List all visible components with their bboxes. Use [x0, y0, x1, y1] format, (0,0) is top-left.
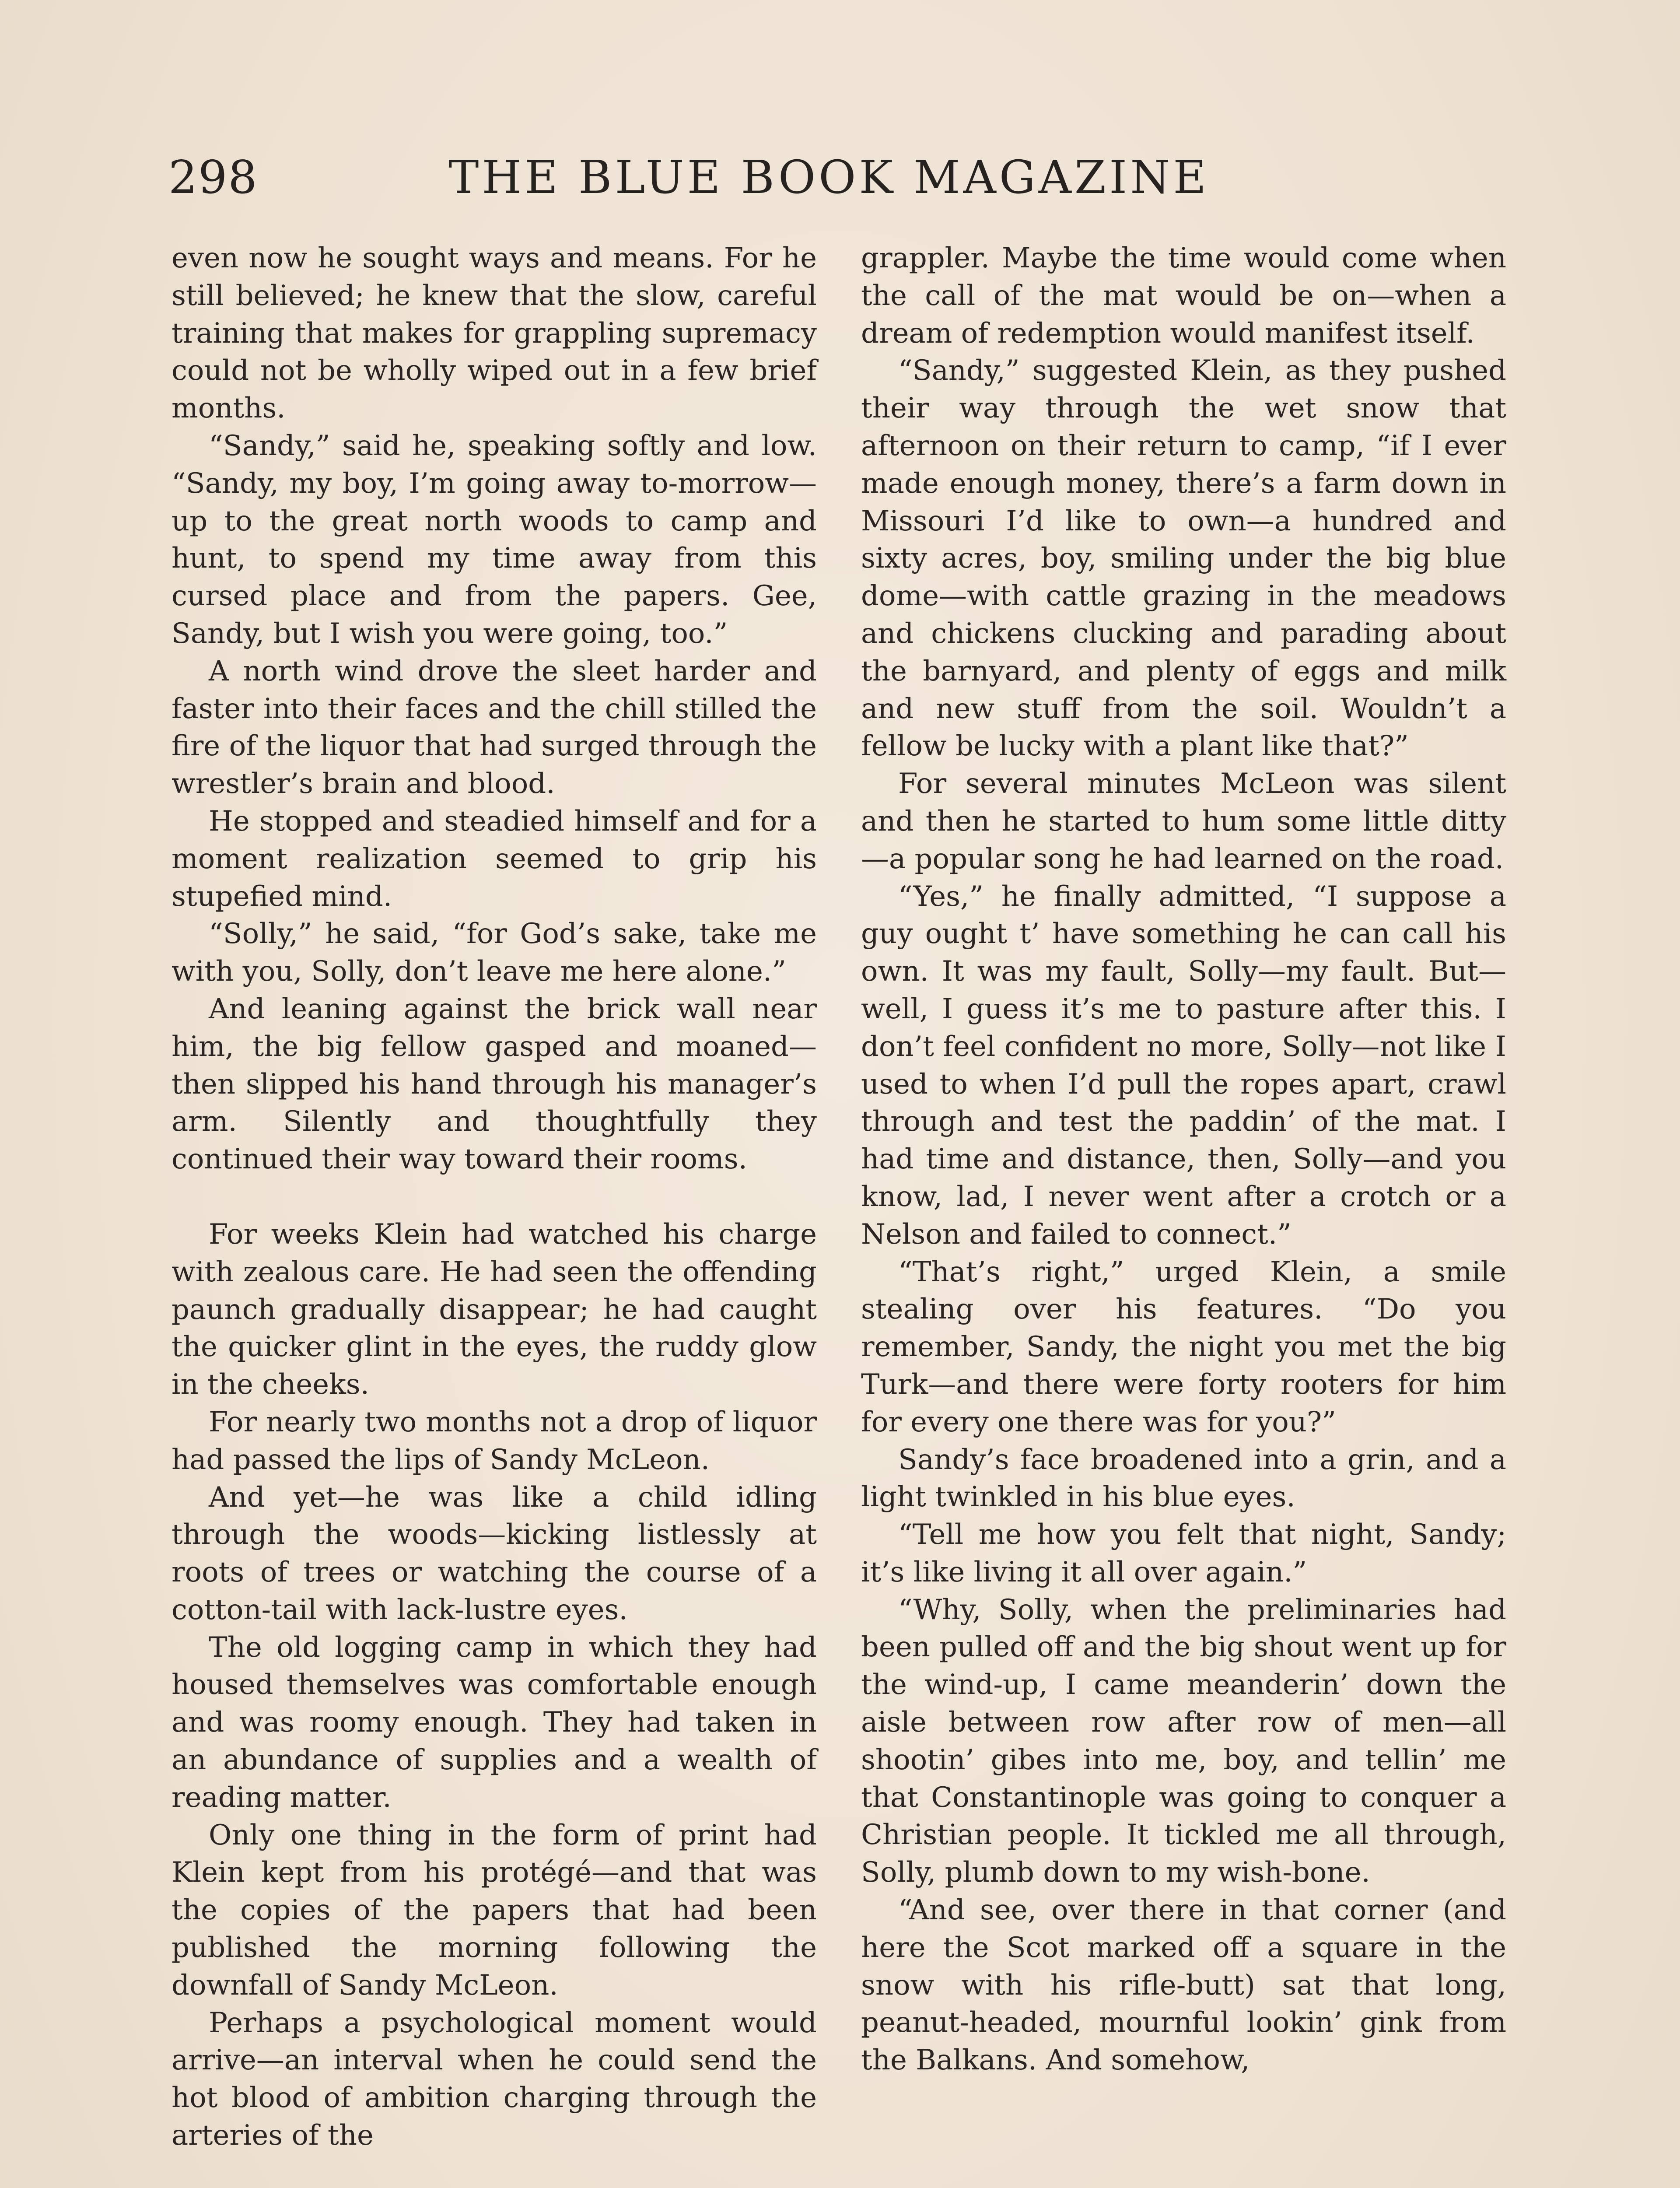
paragraph: For nearly two months not a drop of liquor had passed the lips of Sandy McLeon.: [172, 1406, 817, 1476]
paragraph: grappler. Maybe the time would come when the call of the mat would be on—when a dream of redemption would manifest itself.: [861, 242, 1506, 350]
paragraph: A north wind drove the sleet harder and faster into their faces and the chill stilled the fire of the liquor that had surged through the wrestler’s brain and blood.: [172, 655, 817, 800]
paragraph: And leaning against the brick wall near him, the big fellow gasped and moaned—then slipped his hand through his manager’s arm. Silently and thoughtfully they continued their way toward their rooms.: [172, 992, 817, 1176]
paragraph: “Sandy,” said he, speaking softly and low. “Sandy, my boy, I’m going away to-morrow—up to the great north woods to camp and hunt, to spend my time away from this cursed place and from the papers. Gee, Sandy, but I wish you were going, too.”: [172, 429, 817, 650]
paragraph: Sandy’s face broadened into a grin, and a light twinkled in his blue eyes.: [861, 1443, 1506, 1514]
page-header: [168, 144, 1512, 210]
paragraph: “Yes,” he finally admitted, “I suppose a guy ought t’ have something he can call his own. It was my fault, Solly—my fault. But—well, I guess it’s me to pasture after this. I don’t feel confident no more, Solly—not like I used to when I’d pull the ropes apart, crawl through and test the paddin’ of the mat. I had time and distance, then, Solly—and you know, lad, I never went after a crotch or a Nelson and failed to connect.”: [861, 880, 1506, 1251]
paragraph: For several minutes McLeon was silent and then he started to hum some little ditty—a popular song he had learned on the road.: [861, 768, 1506, 875]
paragraph: He stopped and steadied himself and for a moment realization seemed to grip his stupefied mind.: [172, 805, 817, 913]
paragraph: For weeks Klein had watched his charge with zealous care. He had seen the offending paunch gradually disappear; he had caught the quicker glint in the eyes, the ruddy glow in the cheeks.: [172, 1218, 817, 1401]
paragraph: Perhaps a psychological moment would arrive—an interval when he could send the hot blood of ambition charging through the arteries of the: [172, 2006, 817, 2152]
paragraph: And yet—he was like a child idling through the woods—kicking listlessly at roots of trees or watching the course of a cotton-tail with lack-lustre eyes.: [172, 1481, 817, 1626]
page-number: 298: [168, 151, 258, 204]
running-title: THE BLUE BOOK MAGAZINE: [448, 151, 1210, 204]
paragraph: even now he sought ways and means. For he still believed; he knew that the slow, careful training that makes for grappling supremacy could not be wholly wiped out in a few brief months.: [172, 242, 817, 425]
paragraph: “Why, Solly, when the preliminaries had been pulled off and the big shout went up for the wind-up, I came meanderin’ down the aisle between row after row of men—all shootin’ gibes into me, boy, and tellin’ me that Constantinople was going to conquer a Christian people. It tickled me all through, Solly, plumb down to my wish-bone.: [861, 1593, 1506, 1889]
left-column: [172, 240, 817, 2155]
paragraph: Only one thing in the form of print had Klein kept from his protégé—and that was the copies of the papers that had been published the morning following the downfall of Sandy McLeon.: [172, 1819, 817, 2002]
paragraph: “Tell me how you felt that night, Sandy; it’s like living it all over again.”: [861, 1518, 1506, 1588]
paragraph: “Sandy,” suggested Klein, as they pushed their way through the wet snow that afternoon on their return to camp, “if I ever made enough money, there’s a farm down in Missouri I’d like to own—a hundred and sixty acres, boy, smiling under the big blue dome—with cattle grazing in the meadows and chickens clucking and parading about the barnyard, and plenty of eggs and milk and new stuff from the soil. Wouldn’t a fellow be lucky with a plant like that?”: [861, 354, 1506, 763]
paragraph: “That’s right,” urged Klein, a smile stealing over his features. “Do you remember, Sandy, the night you met the big Turk—and there were forty rooters for him for every one there was for you?”: [861, 1255, 1506, 1438]
paragraph: The old logging camp in which they had housed themselves was comfortable enough and was roomy enough. They had taken in an abundance of supplies and a wealth of reading matter.: [172, 1631, 817, 1814]
paragraph: “And see, over there in that corner (and here the Scot marked off a square in the snow with his rifle-butt) sat that long, peanut-headed, mournful lookin’ gink from the Balkans. And somehow,: [861, 1894, 1506, 2077]
right-column: [861, 240, 1506, 2079]
paragraph: “Solly,” he said, “for God’s sake, take me with you, Solly, don’t leave me here alone.”: [172, 918, 817, 988]
